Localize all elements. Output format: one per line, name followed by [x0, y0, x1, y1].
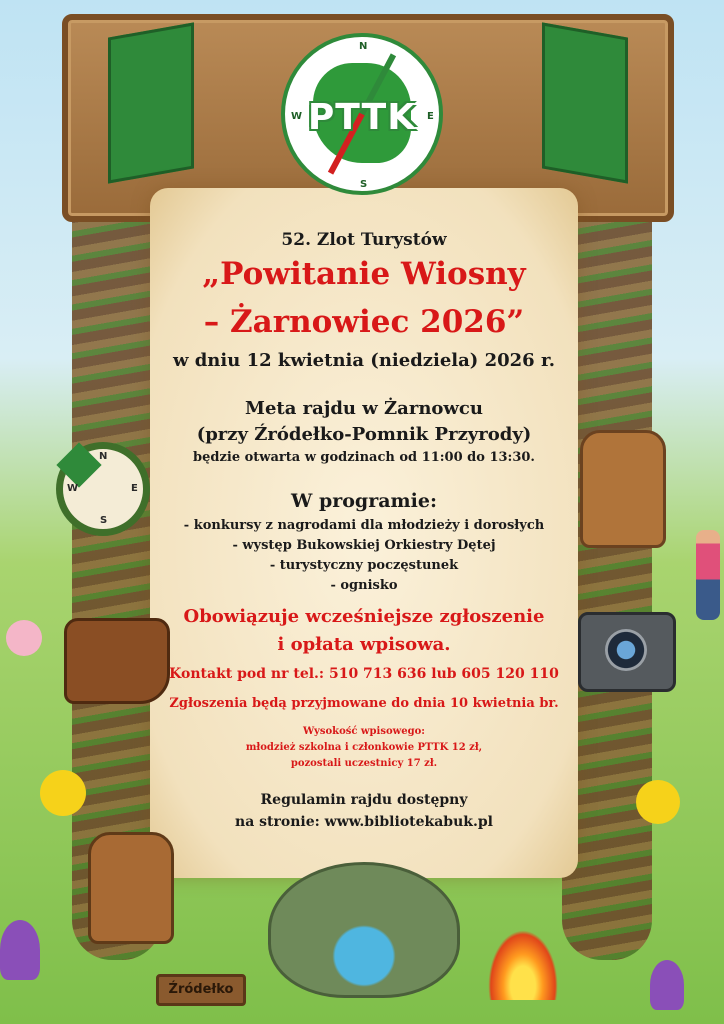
finish-hours: będzie otwarta w godzinach od 11:00 do 13:30. [193, 450, 535, 465]
program-item: - ognisko [330, 578, 398, 593]
registration-required-line1: Obowiązuje wcześniejsze zgłoszenie [183, 606, 545, 627]
registration-required-line2: i opłata wpisowa. [277, 634, 451, 655]
backpack-small-icon [88, 832, 174, 944]
pttk-logo [281, 33, 443, 195]
spring-waterfall-icon [268, 862, 460, 998]
fee-line2: pozostali uczestnicy 17 zł. [290, 758, 438, 769]
contact-phone: Kontakt pod nr tel.: 510 713 636 lub 605 120 110 [169, 666, 559, 682]
program-item: - turystyczny poczęstunek [269, 558, 459, 573]
pttk-logo-text: PTTK [307, 97, 417, 138]
campfire-icon [488, 930, 558, 1000]
program-item: - występ Bukowskiej Orkiestry Dętej [232, 538, 496, 553]
hiker-figure [696, 530, 720, 620]
logo-dir-n: N [359, 41, 368, 52]
compass-dir-s: S [100, 515, 108, 526]
event-title-line2: – Żarnowiec 2026” [203, 304, 525, 340]
logo-dir-s: S [360, 179, 368, 190]
event-edition: 52. Zlot Turystów [281, 230, 447, 250]
green-ribbon-right [542, 22, 628, 183]
fee-heading: Wysokość wpisowego: [303, 726, 425, 737]
backpack-icon [580, 430, 666, 548]
compass-dir-e: E [131, 483, 138, 494]
zrodelko-signpost: Źródełko [156, 974, 246, 1006]
program-item: - konkursy z nagrodami dla młodzieży i dorosłych [183, 518, 545, 533]
compass-icon [56, 442, 150, 536]
event-date: w dniu 12 kwietnia (niedziela) 2026 r. [172, 350, 556, 371]
program-heading: W programie: [291, 490, 437, 512]
daffodil-icon [40, 770, 86, 816]
rules-line2: na stronie: www.bibliotekabuk.pl [235, 814, 493, 830]
blossom-icon [6, 620, 42, 656]
compass-rose-icon [56, 442, 101, 487]
logo-dir-w: W [291, 111, 303, 122]
green-ribbon-left [108, 22, 194, 183]
finish-line1: Meta rajdu w Żarnowcu [245, 398, 483, 419]
compass-dir-n: N [99, 451, 108, 462]
daffodil-icon [636, 780, 680, 824]
finish-line2: (przy Źródełko-Pomnik Przyrody) [196, 424, 532, 445]
camera-icon [578, 612, 676, 692]
crocus-icon [650, 960, 684, 1010]
crocus-icon [0, 920, 40, 980]
rules-line1: Regulamin rajdu dostępny [260, 792, 468, 808]
fee-line1: młodzież szkolna i członkowie PTTK 12 zł, [245, 742, 483, 753]
event-title-line1: „Powitanie Wiosny [202, 256, 526, 292]
registration-deadline: Zgłoszenia będą przyjmowane do dnia 10 kwietnia br. [169, 696, 559, 711]
camera-lens-icon [605, 629, 647, 671]
compass-dir-w: W [67, 483, 79, 494]
logo-dir-e: E [427, 111, 434, 122]
hiking-boots-icon [64, 618, 170, 704]
